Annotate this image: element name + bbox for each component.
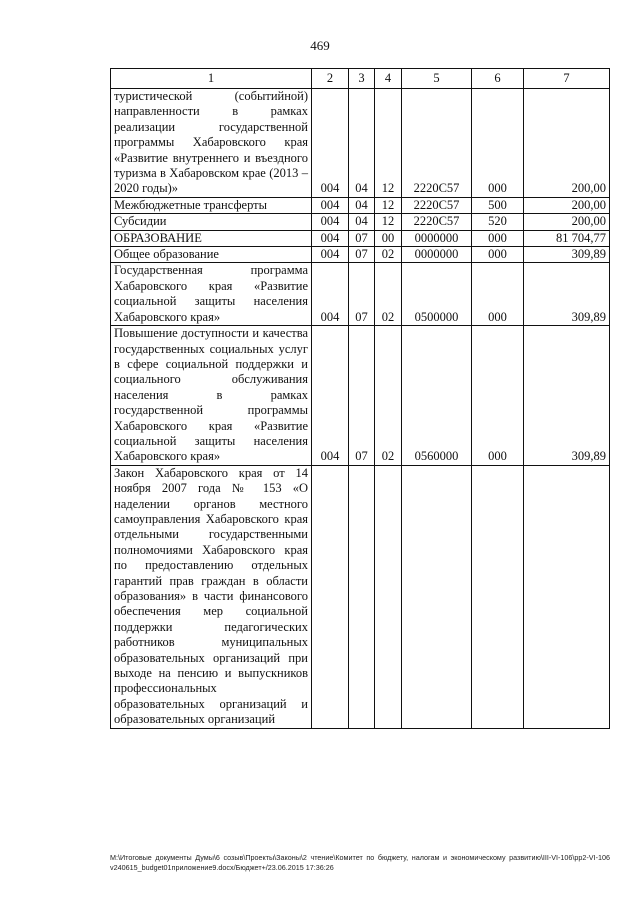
row-target-code [402,465,472,728]
row-subsection-code: 12 [375,214,402,230]
row-amount: 81 704,77 [524,230,610,246]
row-name: ОБРАЗОВАНИЕ [111,230,312,246]
row-ministry-code: 004 [312,89,349,198]
row-section-code: 07 [349,247,375,263]
row-amount: 200,00 [524,197,610,213]
table-row [111,247,610,263]
row-subsection-code [375,465,402,728]
row-expense-type: 000 [472,247,524,263]
row-name: туристической (событийной) направленности в рамках реализации государственной программы Хабаровского края «Развитие внутреннего и въездного туризма в Хабаровском крае (2013 – 2020 годы)» [111,89,312,198]
row-subsection-code: 02 [375,263,402,326]
row-section-code: 07 [349,230,375,246]
row-section-code: 07 [349,263,375,326]
row-ministry-code [312,465,349,728]
document-path-footer: M:\Итоговые документы Думы\6 созыв\Проекты\Законы\2 чтение\Комитет по бюджету, налогам и экономическому развитию\III-VI-106\рр2-VI-106 v240615_budget01приложение9.docx/Бюджет+/23.06.2015 17:36:26 [110,853,610,872]
row-name: Общее образование [111,247,312,263]
table-header-row [111,69,610,89]
header-cell: 5 [402,69,472,89]
header-cell: 4 [375,69,402,89]
row-target-code: 2220С57 [402,89,472,198]
page-number: 469 [310,38,330,53]
header-cell: 2 [312,69,349,89]
table-row [111,465,610,728]
table-row [111,326,610,466]
row-name: Государственная программа Хабаровского края «Развитие социальной защиты населения Хабаровского края» [111,263,312,326]
table-row [111,230,610,246]
row-expense-type: 000 [472,89,524,198]
budget-table [110,68,610,729]
row-amount: 309,89 [524,326,610,466]
row-expense-type: 520 [472,214,524,230]
row-section-code: 04 [349,197,375,213]
row-subsection-code: 02 [375,247,402,263]
row-amount [524,465,610,728]
row-expense-type [472,465,524,728]
row-expense-type: 000 [472,263,524,326]
header-cell: 3 [349,69,375,89]
row-amount: 200,00 [524,214,610,230]
row-target-code: 0500000 [402,263,472,326]
row-ministry-code: 004 [312,326,349,466]
header-cell: 1 [111,69,312,89]
row-target-code: 0000000 [402,230,472,246]
row-expense-type: 000 [472,230,524,246]
row-target-code: 2220С57 [402,197,472,213]
row-name: Субсидии [111,214,312,230]
row-subsection-code: 12 [375,197,402,213]
table-row [111,214,610,230]
row-name: Закон Хабаровского края от 14 ноября 2007 года № 153 «О наделении органов местного самоуправления Хабаровского края отдельными государственными полномочиями Хабаровского края по предоставлению отдельных гарантий прав граждан в области образования» в части финансового обеспечения мер социальной поддержки педагогических работников муниципальных образовательных организаций при выходе на пенсию и выпускников профессиональных образовательных организаций и образовательных организаций [111,465,312,728]
row-section-code [349,465,375,728]
row-name: Повышение доступности и качества государственных социальных услуг в сфере социальной поддержки и социального обслуживания населения в рамках государственной программы Хабаровского края «Развитие социальной защиты населения Хабаровского края» [111,326,312,466]
row-ministry-code: 004 [312,247,349,263]
row-subsection-code: 02 [375,326,402,466]
row-expense-type: 000 [472,326,524,466]
table-row [111,263,610,326]
row-ministry-code: 004 [312,197,349,213]
row-subsection-code: 00 [375,230,402,246]
row-amount: 200,00 [524,89,610,198]
row-target-code: 0560000 [402,326,472,466]
row-section-code: 04 [349,89,375,198]
row-target-code: 0000000 [402,247,472,263]
row-section-code: 07 [349,326,375,466]
row-amount: 309,89 [524,247,610,263]
row-name: Межбюджетные трансферты [111,197,312,213]
header-cell: 6 [472,69,524,89]
table-row [111,89,610,198]
row-ministry-code: 004 [312,214,349,230]
row-target-code: 2220С57 [402,214,472,230]
row-ministry-code: 004 [312,230,349,246]
row-expense-type: 500 [472,197,524,213]
row-ministry-code: 004 [312,263,349,326]
header-cell: 7 [524,69,610,89]
row-amount: 309,89 [524,263,610,326]
row-section-code: 04 [349,214,375,230]
table-row [111,197,610,213]
row-subsection-code: 12 [375,89,402,198]
